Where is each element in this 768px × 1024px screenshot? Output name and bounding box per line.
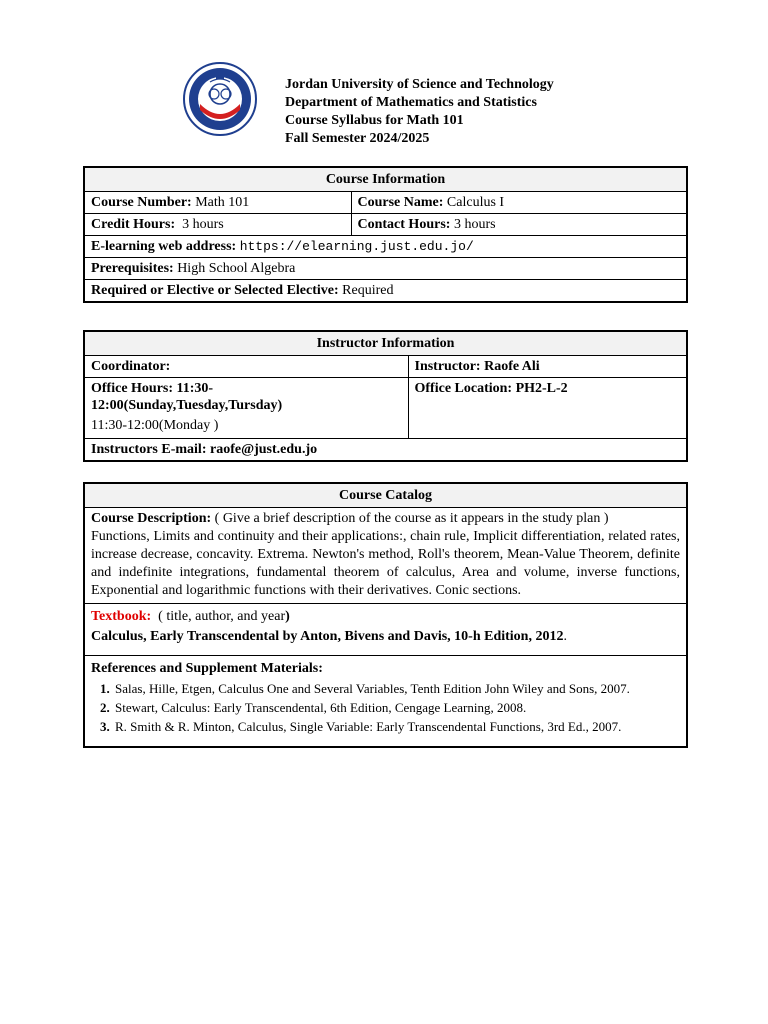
course-description-text: Functions, Limits and continuity and their applications:, chain rule, Implicit differentiation, related rates, increase decrease, concavity. Extrema. Newton's method, Roll's theorem, Mean-Value Theorem, definite and indefinite integrations, fundamental theorem of calculus, Area and volume, inverse functions, Exponential and logarithmic functions with their derivatives. Conic sections.: [91, 529, 680, 598]
course-name-cell: [351, 192, 687, 214]
course-number-value: Math 101: [191, 195, 250, 210]
textbook-cell: [84, 604, 687, 656]
reference-item: 2. Stewart, Calculus: Early Transcendental, 6th Edition, Cengage Learning, 2008.: [113, 698, 680, 717]
instructor-info-heading: Instructor Information: [84, 331, 687, 356]
textbook-hint-close: ): [285, 609, 290, 624]
course-catalog-table: [83, 482, 688, 748]
course-description-hint: ( Give a brief description of the course as it appears in the study plan ): [211, 511, 609, 526]
office-hours-extra: 11:30-12:00(Monday ): [91, 418, 219, 433]
references-cell: [84, 656, 687, 748]
document-header: [183, 62, 703, 146]
contact-hours-value: 3 hours: [450, 217, 496, 232]
course-catalog-heading: Course Catalog: [84, 483, 687, 508]
instructor-email-cell: Instructors E-mail: raofe@just.edu.jo: [84, 439, 687, 462]
department-name: Department of Mathematics and Statistics: [285, 95, 537, 110]
university-seal-icon: [183, 62, 257, 136]
reference-item: 3. R. Smith & R. Minton, Calculus, Single Variable: Early Transcendental Functions, 3rd Ed., 2007.: [113, 717, 680, 736]
coordinator-cell: Coordinator:: [84, 356, 408, 378]
header-title-block: [285, 76, 554, 148]
credit-hours-label: Credit Hours:: [91, 217, 176, 232]
office-hours-cell: [84, 378, 408, 439]
credit-hours-cell: [84, 214, 351, 236]
elearning-link[interactable]: https://elearning.just.edu.jo/: [239, 239, 474, 254]
office-location-cell: Office Location: PH2-L-2: [408, 378, 687, 439]
office-hours-label: Office Hours: 11:30-12:00(Sunday,Tuesday,Tursday): [91, 381, 283, 413]
textbook-hint: ( title, author, and year: [151, 609, 286, 624]
contact-hours-cell: [351, 214, 687, 236]
course-information-table: [83, 166, 688, 303]
credit-hours-value: 3 hours: [175, 217, 224, 232]
course-number-cell: [84, 192, 351, 214]
semester: Fall Semester 2024/2025: [285, 131, 430, 146]
requirement-type-label: Required or Elective or Selected Elective:: [91, 283, 339, 298]
prerequisites-cell: [84, 258, 687, 280]
elearning-cell: [84, 236, 687, 258]
textbook-value: Calculus, Early Transcendental by Anton, Bivens and Davis, 10-h Edition, 2012: [91, 629, 564, 644]
course-description-cell: [84, 508, 687, 604]
textbook-label: Textbook:: [91, 609, 152, 624]
reference-item: 1. Salas, Hille, Etgen, Calculus One and Several Variables, Tenth Edition John Wiley and Sons, 2007.: [113, 679, 680, 698]
prerequisites-value: High School Algebra: [173, 261, 296, 276]
contact-hours-label: Contact Hours:: [357, 217, 451, 232]
course-name-label: Course Name:: [357, 195, 444, 210]
course-number-label: Course Number:: [91, 195, 192, 210]
requirement-type-cell: [84, 280, 687, 303]
references-list: [91, 679, 680, 736]
references-label: References and Supplement Materials:: [91, 661, 323, 676]
requirement-type-value: Required: [338, 283, 394, 298]
course-info-heading: Course Information: [84, 167, 687, 192]
instructor-cell: Instructor: Raofe Ali: [408, 356, 687, 378]
textbook-end: .: [563, 629, 567, 644]
course-name-value: Calculus I: [443, 195, 505, 210]
university-name: Jordan University of Science and Technology: [285, 77, 554, 92]
prerequisites-label: Prerequisites:: [91, 261, 174, 276]
syllabus-title: Course Syllabus for Math 101: [285, 113, 464, 128]
course-description-label: Course Description:: [91, 511, 212, 526]
instructor-information-table: [83, 330, 688, 462]
elearning-label: E-learning web address:: [91, 239, 237, 254]
